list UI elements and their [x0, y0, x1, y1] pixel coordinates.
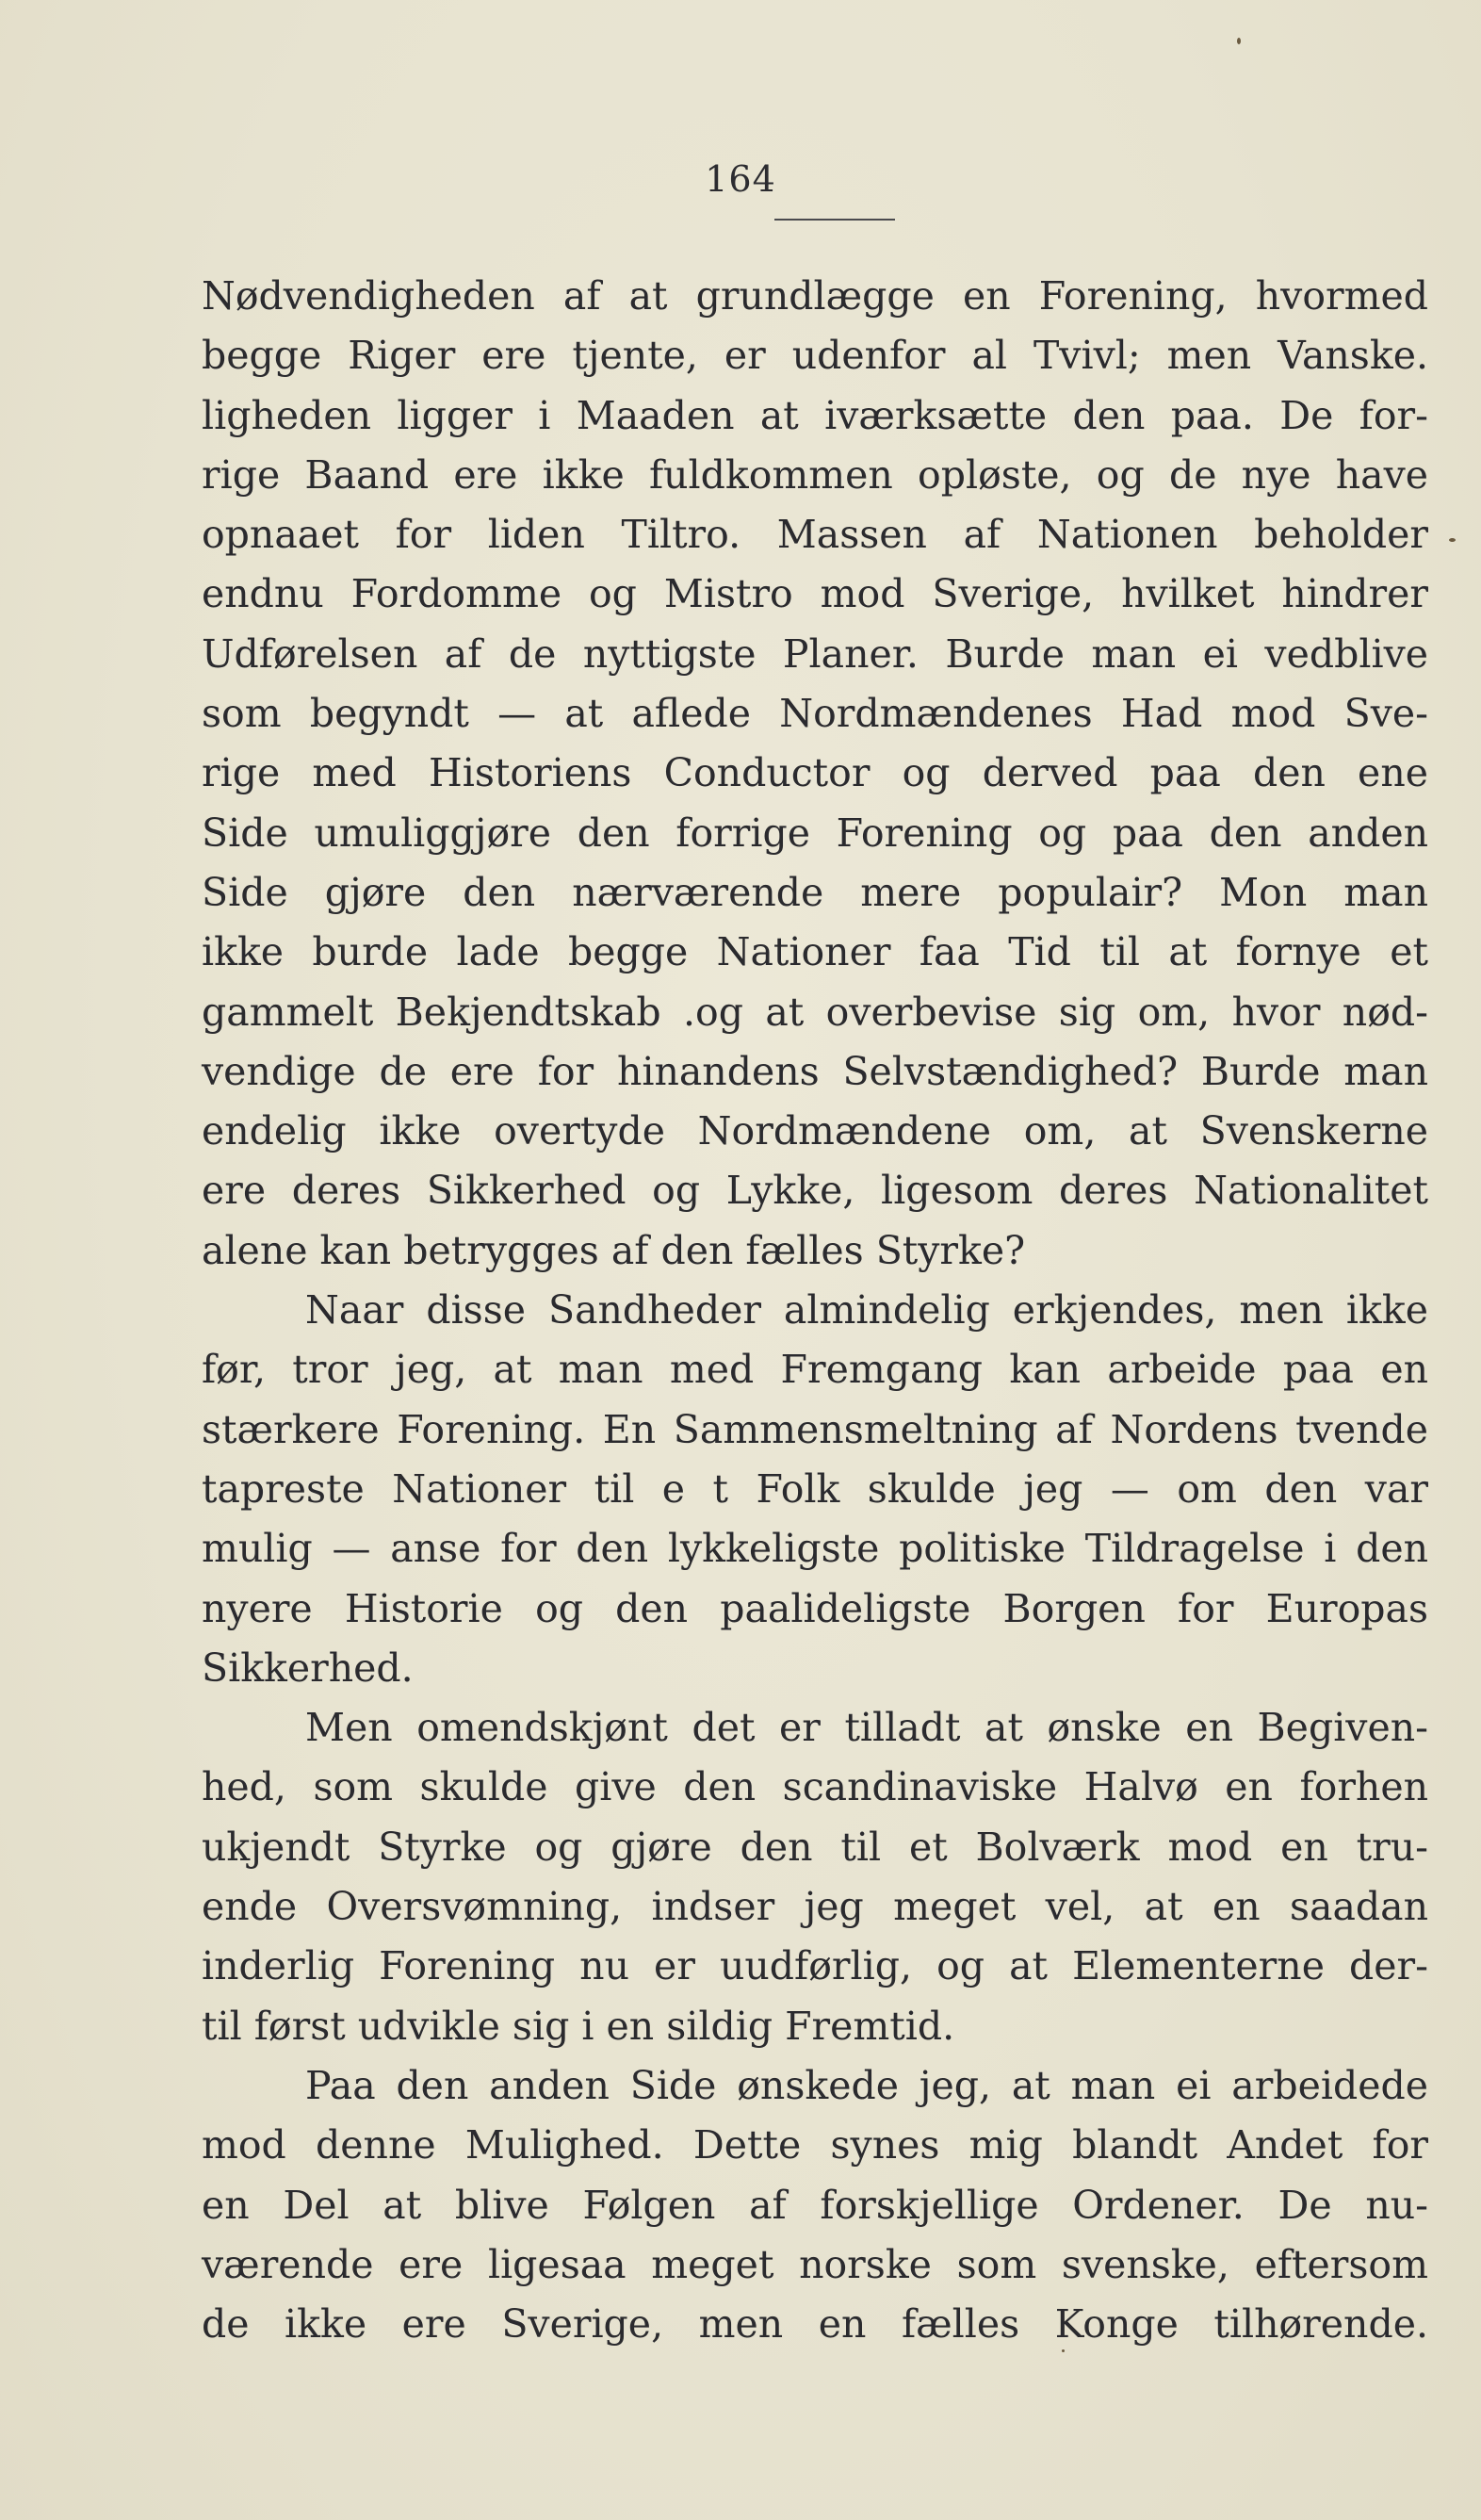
text-line: inderlig Forening nu er uudførlig, og at Elementerne der-: [202, 1943, 1428, 1989]
text-line: tapreste Nationer til e t Folk skulde jeg — om den var: [202, 1465, 1428, 1512]
text-line: vendige de ere for hinandens Selvstændighed? Burde man: [202, 1048, 1428, 1094]
text-line: Udførelsen af de nyttigste Planer. Burde man ei vedblive: [202, 630, 1428, 677]
text-line: Paa den anden Side ønskede jeg, at man ei arbeidede: [305, 2062, 1428, 2108]
text-line: rige med Historiens Conductor og derved paa den ene: [202, 750, 1428, 796]
text-line: som begyndt — at aflede Nordmændenes Had mod Sve-: [202, 691, 1428, 737]
text-line: til først udvikle sig i en sildig Fremtid.: [202, 2003, 955, 2049]
paper-speck: [1237, 38, 1241, 44]
text-line: endnu Fordomme og Mistro mod Sverige, hvilket hindrer: [202, 571, 1428, 617]
text-line: ligheden ligger i Maaden at iværksætte den paa. De for-: [202, 392, 1428, 438]
text-line: gammelt Bekjendtskab .og at overbevise sig om, hvor nød-: [202, 989, 1428, 1035]
body-text: [202, 267, 1428, 2354]
text-line: mulig — anse for den lykkeligste politiske Tildragelse i den: [202, 1526, 1428, 1572]
paper-speck: [1449, 538, 1456, 542]
page-number-rule: [774, 219, 895, 221]
text-line: Naar disse Sandheder almindelig erkjendes, men ikke: [305, 1287, 1428, 1334]
text-line: alene kan betrygges af den fælles Styrke?: [202, 1227, 1026, 1273]
text-line: begge Riger ere tjente, er udenfor al Tvivl; men Vanske.: [202, 333, 1428, 379]
text-line: ere deres Sikkerhed og Lykke, ligesom deres Nationalitet: [202, 1168, 1428, 1214]
text-line: Side gjøre den nærværende mere populair? Mon man: [202, 869, 1428, 915]
text-line: hed, som skulde give den scandinaviske Halvø en forhen: [202, 1764, 1428, 1810]
text-line: de ikke ere Sverige, men en fælles Konge tilhørende.: [202, 2301, 1428, 2348]
text-line: en Del at blive Følgen af forskjellige Ordener. De nu-: [202, 2182, 1428, 2228]
text-line: Side umuliggjøre den forrige Forening og paa den anden: [202, 810, 1428, 856]
text-line: nyere Historie og den paalideligste Borgen for Europas: [202, 1585, 1428, 1631]
text-line: rige Baand ere ikke fuldkommen opløste, og de nye have: [202, 451, 1428, 498]
page-number: 164: [705, 158, 776, 200]
text-line: Nødvendigheden af at grundlægge en Forening, hvormed: [202, 273, 1428, 319]
text-line: stærkere Forening. En Sammensmeltning af Nordens tvende: [202, 1406, 1428, 1452]
text-line: ikke burde lade begge Nationer faa Tid til at fornye et: [202, 929, 1428, 975]
text-line: før, tror jeg, at man med Fremgang kan arbeide paa en: [202, 1347, 1428, 1393]
text-line: ukjendt Styrke og gjøre den til et Bolværk mod en tru-: [202, 1824, 1428, 1870]
text-line: Sikkerhed.: [202, 1645, 414, 1691]
text-line: mod denne Mulighed. Dette synes mig blandt Andet for: [202, 2122, 1428, 2168]
text-line: Men omendskjønt det er tilladt at ønske en Begiven-: [305, 1705, 1428, 1751]
text-line: værende ere ligesaa meget norske som svenske, eftersom: [202, 2241, 1428, 2287]
text-line: opnaaet for liden Tiltro. Massen af Nationen beholder: [202, 512, 1428, 558]
text-line: ende Oversvømning, indser jeg meget vel, at en saadan: [202, 1884, 1428, 1930]
text-line: endelig ikke overtyde Nordmændene om, at Svenskerne: [202, 1108, 1428, 1154]
paper-speck: [1062, 2349, 1065, 2352]
